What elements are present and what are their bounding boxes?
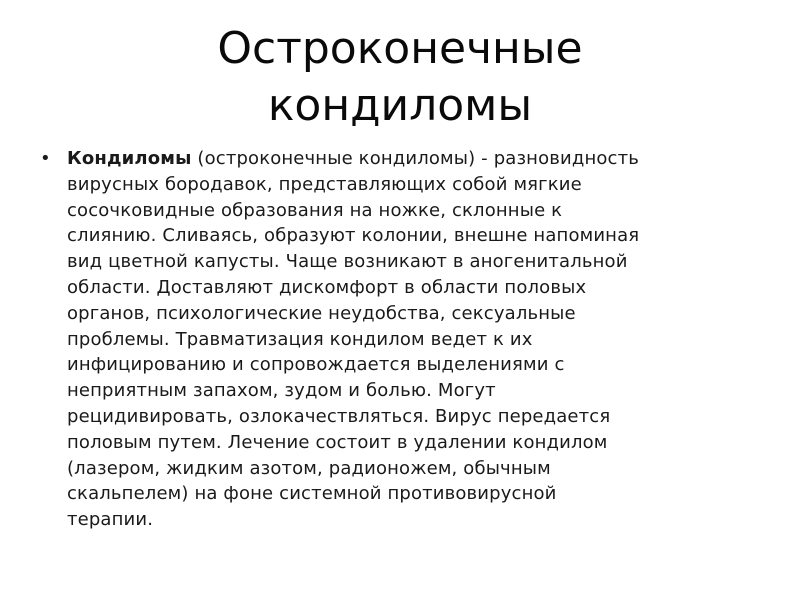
bullet-line-9: инфицированию и сопровождается выделениями с — [67, 354, 565, 376]
bullet-line-6: области. Доставляют дискомфорт в области половых — [67, 276, 587, 298]
bullet-line-3: сосочковидные образования на ножке, склонные к — [67, 199, 563, 221]
bullet-line-4: слиянию. Сливаясь, образуют колонии, внешне напоминая — [67, 225, 640, 247]
bullet-line-5: вид цветной капусты. Чаще возникают в аногенитальной — [67, 251, 628, 273]
bullet-line-1 — [67, 146, 760, 172]
bullet-line-8: проблемы. Травматизация кондилом ведет к их — [67, 328, 533, 350]
title-line-1: Остроконечные — [217, 23, 583, 74]
bullet-line-14: скальпелем) на фоне системной противовирусной — [67, 483, 557, 505]
bullet-line-12: половым путем. Лечение состоит в удалении кондилом — [67, 431, 608, 453]
bullet-marker: • — [40, 148, 51, 169]
bullet-line-1-text: (остроконечные кондиломы) - разновидность — [191, 148, 639, 169]
bullet-item — [40, 146, 760, 533]
slide-content — [40, 146, 760, 533]
slide-title — [0, 20, 800, 134]
bullet-line-15: терапии. — [67, 509, 154, 531]
bullet-line-10: неприятным запахом, зудом и болью. Могут — [67, 380, 496, 402]
bullet-line-13: (лазером, жидким азотом, радионожем, обычным — [67, 457, 551, 479]
bullet-line-2: вирусных бородавок, представляющих собой мягкие — [67, 173, 582, 195]
bullet-line-7: органов, психологические неудобства, сексуальные — [67, 302, 576, 324]
bullet-term: Кондиломы — [67, 148, 192, 169]
title-line-2: кондиломы — [267, 80, 533, 131]
bullet-list — [40, 146, 760, 533]
bullet-line-11: рецидивировать, озлокачествляться. Вирус передается — [67, 405, 611, 427]
